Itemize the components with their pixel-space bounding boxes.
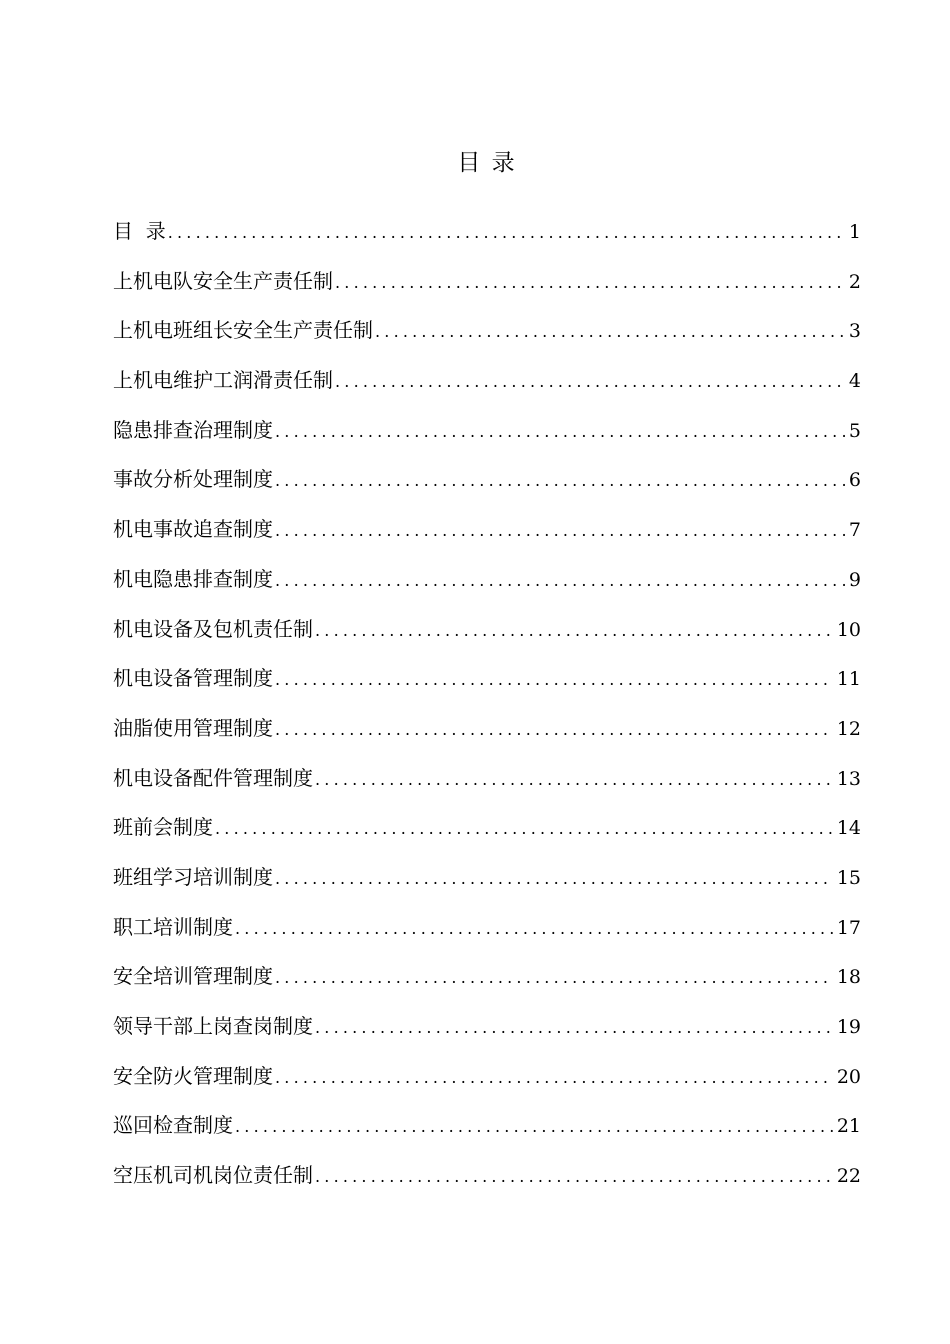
toc-entry-page: 3	[848, 320, 861, 343]
toc-entry	[113, 659, 861, 709]
toc-entry-page: 1	[848, 221, 861, 243]
toc-entry	[113, 560, 861, 610]
toc-dot-leader	[275, 711, 833, 749]
toc-entry-page: 18	[836, 966, 861, 989]
toc-dot-leader	[275, 562, 845, 600]
toc-entry-page: 20	[836, 1065, 861, 1088]
toc-entry	[113, 262, 861, 312]
toc-entry-page: 13	[836, 767, 861, 790]
toc-entry	[113, 1057, 861, 1107]
toc-entry-label: 目 录	[113, 219, 166, 243]
toc-dot-leader	[275, 860, 833, 898]
toc-entry-label: 巡回检查制度	[113, 1113, 233, 1138]
toc-entry-label: 上机电队安全生产责任制	[113, 268, 333, 293]
toc-list	[113, 212, 861, 1206]
toc-dot-leader	[315, 1158, 833, 1196]
toc-entry	[113, 759, 861, 809]
toc-entry	[113, 311, 861, 361]
toc-entry	[113, 460, 861, 510]
toc-entry-label: 上机电班组长安全生产责任制	[113, 318, 373, 343]
toc-entry-page: 12	[836, 717, 861, 740]
toc-entry	[113, 212, 861, 262]
toc-entry-label: 油脂使用管理制度	[113, 715, 273, 740]
toc-dot-leader	[235, 1108, 833, 1146]
toc-entry-label: 安全防火管理制度	[113, 1063, 273, 1088]
toc-entry-label: 班前会制度	[113, 815, 213, 840]
toc-dot-leader	[315, 612, 833, 650]
toc-entry-label: 机电事故追查制度	[113, 517, 273, 542]
page-title: 目 录	[457, 150, 517, 176]
toc-dot-leader	[315, 1009, 833, 1047]
toc-entry	[113, 808, 861, 858]
toc-entry-page: 19	[836, 1016, 861, 1038]
toc-entry-page: 7	[848, 519, 861, 542]
toc-entry-label: 机电设备管理制度	[113, 666, 273, 691]
toc-entry-label: 机电隐患排查制度	[113, 566, 273, 591]
toc-entry-label: 机电设备配件管理制度	[113, 765, 313, 790]
toc-dot-leader	[315, 761, 833, 799]
toc-dot-leader	[275, 512, 845, 550]
toc-entry	[113, 709, 861, 759]
toc-entry	[113, 1156, 861, 1206]
toc-entry-page: 11	[836, 668, 861, 691]
toc-entry-page: 22	[836, 1165, 861, 1188]
toc-entry	[113, 361, 861, 411]
toc-dot-leader	[275, 1059, 833, 1097]
toc-entry-page: 14	[836, 817, 861, 840]
toc-dot-leader	[275, 462, 845, 500]
toc-entry	[113, 1106, 861, 1156]
toc-dot-leader	[275, 413, 845, 451]
toc-entry	[113, 411, 861, 461]
toc-entry-page: 21	[836, 1115, 861, 1138]
toc-entry-label: 隐患排查治理制度	[113, 417, 273, 442]
toc-entry-page: 15	[836, 866, 861, 889]
toc-entry	[113, 1007, 861, 1057]
toc-entry-label: 领导干部上岗查岗制度	[113, 1014, 313, 1038]
toc-dot-leader	[215, 810, 833, 848]
toc-entry	[113, 908, 861, 958]
toc-dot-leader	[335, 363, 845, 401]
toc-entry	[113, 858, 861, 908]
toc-entry-label: 上机电维护工润滑责任制	[113, 368, 333, 393]
toc-entry-label: 事故分析处理制度	[113, 467, 273, 492]
toc-entry-label: 空压机司机岗位责任制	[113, 1163, 313, 1188]
toc-dot-leader	[335, 264, 845, 302]
toc-entry-label: 班组学习培训制度	[113, 864, 273, 889]
toc-dot-leader	[275, 959, 833, 997]
toc-entry-page: 2	[848, 270, 861, 293]
toc-entry-label: 机电设备及包机责任制	[113, 616, 313, 641]
toc-dot-leader	[375, 313, 845, 351]
toc-entry-label: 安全培训管理制度	[113, 964, 273, 989]
toc-entry-page: 5	[848, 419, 861, 442]
toc-entry-page: 10	[836, 618, 861, 641]
toc-dot-leader	[235, 910, 833, 948]
toc-entry-label: 职工培训制度	[113, 914, 233, 939]
toc-entry-page: 4	[848, 370, 861, 393]
toc-entry-page: 17	[836, 916, 861, 939]
toc-entry	[113, 610, 861, 660]
toc-entry	[113, 957, 861, 1007]
toc-entry-page: 6	[848, 469, 861, 492]
toc-dot-leader	[275, 661, 833, 699]
toc-entry	[113, 510, 861, 560]
toc-entry-page: 9	[848, 568, 861, 591]
toc-dot-leader	[168, 214, 845, 252]
